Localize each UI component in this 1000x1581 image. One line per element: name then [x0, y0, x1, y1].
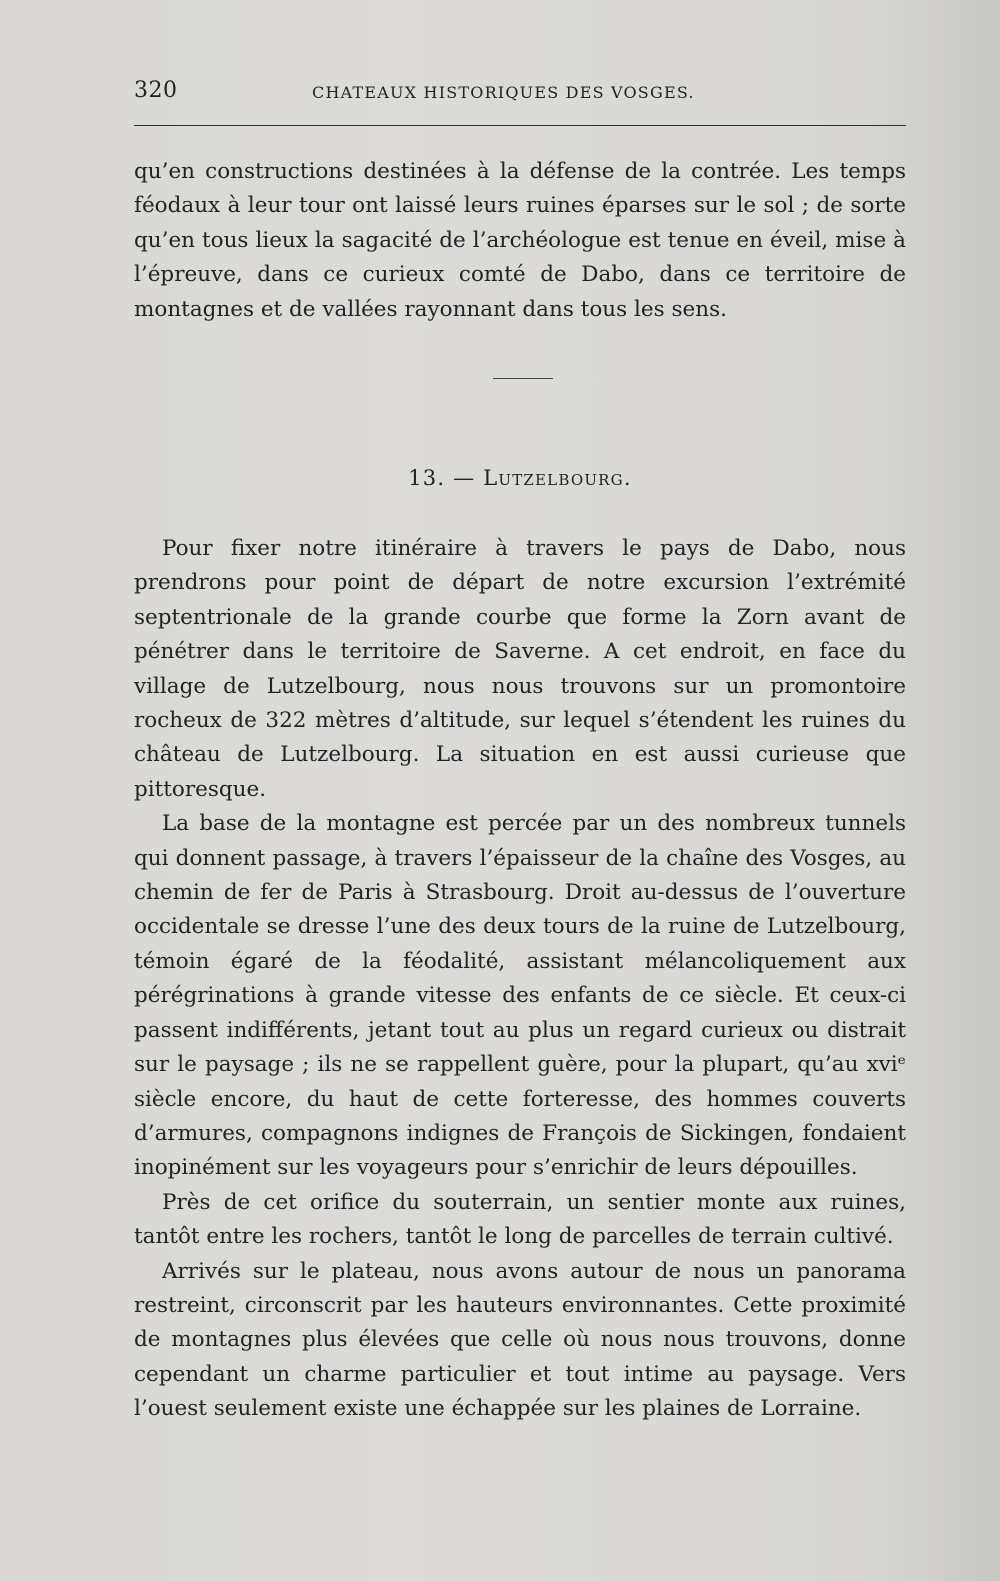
section-number: 13. — [408, 466, 476, 490]
paragraph: Près de cet orifice du souterrain, un sentier monte aux ruines, tantôt entre les rochers, tantôt le long de parcelles de terrain cultivé. [134, 1189, 906, 1250]
page-number: 320 [134, 78, 178, 103]
section-title: Lutzelbourg. [483, 466, 632, 490]
body-text [134, 532, 906, 1427]
running-head [134, 78, 906, 108]
intro-paragraph: qu’en constructions destinées à la défense de la contrée. Les temps féodaux à leur tour ont laissé leurs ruines éparses sur le sol ; de sorte qu’en tous lieux la sagacité de l’archéologue est tenue en éveil, mise à l’épreuve, dans ce curieux comté de Dabo, dans ce territoire de montagnes et de vallées rayonnant dans tous les sens. [134, 159, 906, 322]
intro-paragraph-block [134, 155, 906, 327]
paragraph: Pour fixer notre itinéraire à travers le pays de Dabo, nous prendrons pour point de départ de notre excursion l’extrémité septentrionale de la grande courbe que forme la Zorn avant de pénétrer dans le territoire de Saverne. A cet endroit, en face du village de Lutzelbourg, nous nous trouvons sur un promontoire rocheux de 322 mètres d’altitude, sur lequel s’étendent les ruines du château de Lutzelbourg. La situation en est aussi curieuse que pittoresque. [134, 536, 906, 802]
running-title: CHATEAUX HISTORIQUES DES VOSGES. [312, 83, 695, 102]
header-rule [134, 125, 906, 126]
paragraph: Arrivés sur le plateau, nous avons autour de nous un panorama restreint, circonscrit par les hauteurs environnantes. Cette proximité de montagnes plus élevées que celle où nous nous trouvons, donne cependant un charme particulier et tout intime au paysage. Vers l’ouest seulement existe une échappée sur les plaines de Lorraine. [134, 1258, 906, 1422]
paragraph: La base de la montagne est percée par un des nombreux tunnels qui donnent passage, à travers l’épaisseur de la chaîne des Vosges, au chemin de fer de Paris à Strasbourg. Droit au-dessus de l’ouverture occidentale se dresse l’une des deux tours de la ruine de Lutzelbourg, témoin égaré de la féodalité, assistant mélancoliquement aux pérégrinations à grande vitesse des enfants de ce siècle. Et ceux-ci passent indifférents, jetant tout au plus un regard curieux ou distrait sur le paysage ; ils ne se rappellent guère, pour la plupart, qu’au xviᵉ siècle encore, du haut de cette forteresse, des hommes couverts d’armures, compagnons indignes de François de Sickingen, fondaient inopinément sur les voyageurs pour s’enrichir de leurs dépouilles. [134, 811, 906, 1181]
section-heading [0, 466, 1000, 490]
section-divider [493, 378, 553, 379]
